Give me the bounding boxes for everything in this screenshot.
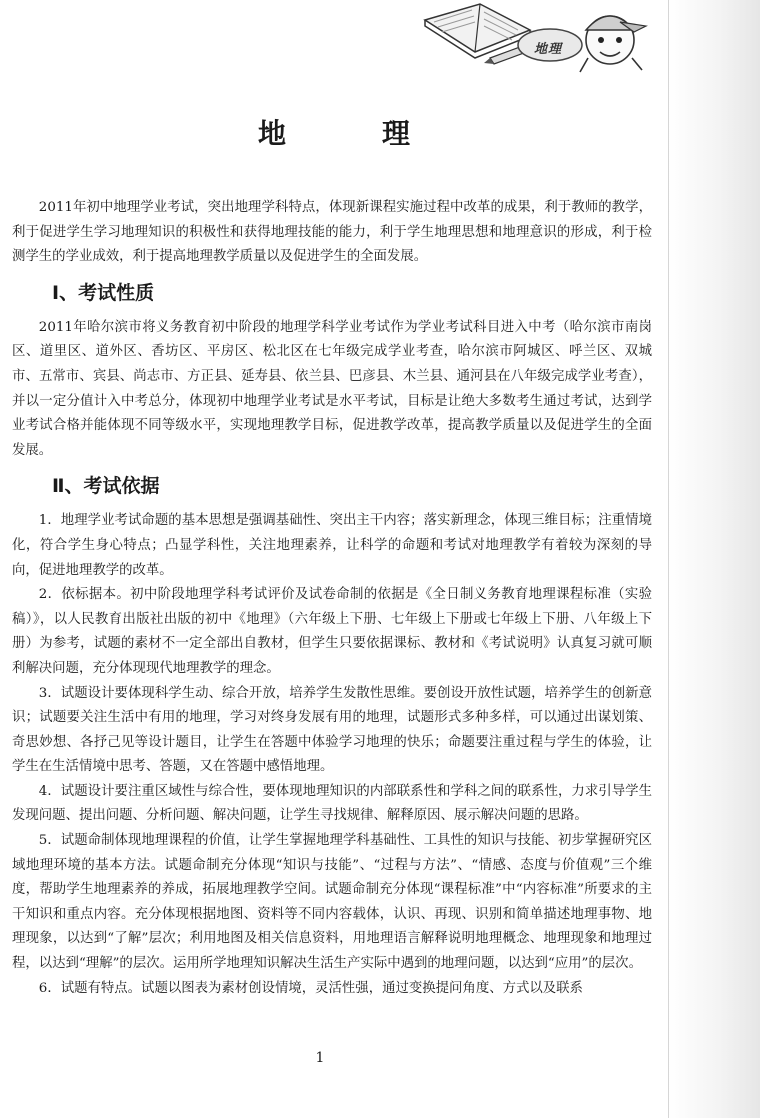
basis-item-6: 6．试题有特点。试题以图表为素材创设情境，灵活性强，通过变换提问角度、方式以及联系 xyxy=(38,980,583,996)
basis-item-1: 1．地理学业考试命题的基本思想是强调基础性、突出主干内容；落实新理念，体现三维目标；注重情境化，符合学生身心特点；凸显学科性，关注地理素养，让科学的命题和考试对地理教学有着较为深刻的导向，促进地理教学的改革。 xyxy=(12,513,652,578)
intro-paragraph: 2011年初中地理学业考试，突出地理学科特点，体现新课程实施过程中改革的成果，利于教师的教学，利于促进学生学习地理知识的积极性和获得地理技能的能力，利于学生地理思想和地理意识的形成，利于检测学生的学业成效，利于提高地理教学质量以及促进学生的全面发展。 xyxy=(12,200,652,265)
basis-item-4: 4．试题设计要注重区域性与综合性，要体现地理知识的内部联系性和学科之间的联系性，力求引导学生发现问题、提出问题、分析问题、解决问题，让学生寻找规律、解释原因、展示解决问题的思路。 xyxy=(12,783,652,824)
section-heading-exam-nature: Ⅰ、考试性质 xyxy=(52,281,155,304)
section-heading-exam-basis: Ⅱ、考试依据 xyxy=(52,475,160,498)
document-body xyxy=(12,196,652,1001)
exam-nature-paragraph: 2011年哈尔滨市将义务教育初中阶段的地理学科学业考试作为学业考试科目进入中考（哈尔滨市南岗区、道里区、道外区、香坊区、平房区、松北区在七年级完成学业考查，哈尔滨市阿城区、呼兰区、双城市、五常市、宾县、尚志市、方正县、延寿县、依兰县、巴彦县、木兰县、通河县在八年级完成学业考查），并以一定分值计入中考总分，体现初中地理学业考试是水平考试，目标是让绝大多数考生通过考试，达到学业考试合格并能体现不同等级水平，实现地理教学目标，促进教学改革，提高教学质量以及促进学生的全面发展。 xyxy=(12,319,652,458)
basis-item-3: 3．试题设计要体现科学生动、综合开放，培养学生发散性思维。要创设开放性试题，培养学生的创新意识；试题要关注生活中有用的地理，学习对终身发展有用的地理，试题形式多种多样，可以通过出谋划策、奇思妙想、各抒己见等设计题目，让学生在答题中体验学习地理的快乐；命题要注重过程与学生的体验，让学生在生活情境中思考、答题，又在答题中感悟地理。 xyxy=(12,685,652,775)
page-fold-line xyxy=(668,0,669,1118)
basis-item-5: 5．试题命制体现地理课程的价值，让学生掌握地理学科基础性、工具性的知识与技能、初步掌握研究区域地理环境的基本方法。试题命制充分体现“知识与技能”、“过程与方法”、“情感、态度与价值观”三个维度，帮助学生地理素养的养成，拓展地理教学空间。试题命制充分体现“课程标准”中“内容标准”所要求的主干知识和重点内容。充分体现根据地图、资料等不同内容载体，认识、再现、识别和简单描述地理事物、地理现象，以达到“了解”层次；利用地图及相关信息资料，用地理语言解释说明地理概念、地理现象和地理过程，以达到“理解”的层次。运用所学地理知识解决生活生产实际中遇到的地理问题，以达到“应用”的层次。 xyxy=(12,833,652,972)
page-edge-shadow xyxy=(668,0,760,1118)
basis-item-2: 2．依标据本。初中阶段地理学科考试评价及试卷命制的依据是《全日制义务教育地理课程标准（实验稿）》，以人民教育出版社出版的初中《地理》（六年级上下册、七年级上下册或七年级上下册、八年级上下册）为参考，试题的素材不一定全部出自教材，但学生只要依据课标、教材和《考试说明》认真复习就可顺利解决问题，充分体现现代地理教学的理念。 xyxy=(12,587,652,676)
page-title: 地 理 xyxy=(257,117,444,150)
page-number: 1 xyxy=(315,1050,325,1066)
header-badge-label: 地理 xyxy=(534,42,563,57)
